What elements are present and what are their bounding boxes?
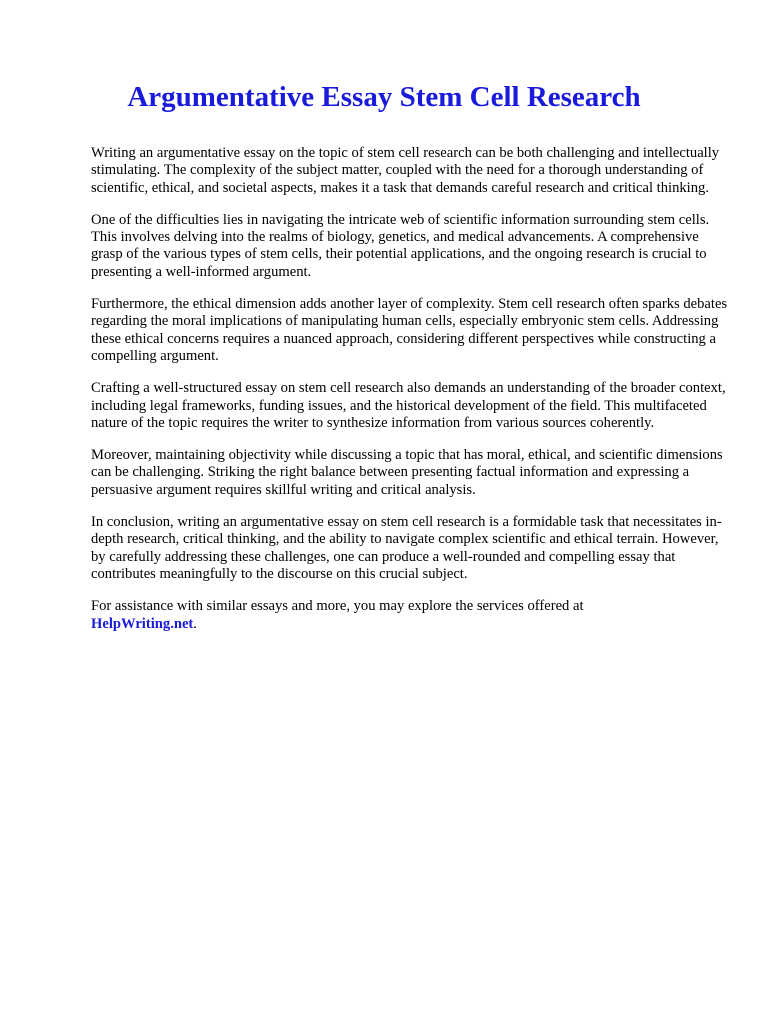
document-title: Argumentative Essay Stem Cell Research xyxy=(127,81,641,113)
paragraph-4: Crafting a well-structured essay on stem cell research also demands an understanding of the broader context, including legal frameworks, funding issues, and the historical development of the field. This multifaceted nature of the topic requires the writer to synthesize information from various sources coherently. xyxy=(91,380,726,431)
document-body xyxy=(91,145,731,648)
paragraph-6: In conclusion, writing an argumentative essay on stem cell research is a formidable task that necessitates in-depth research, critical thinking, and the ability to navigate complex scientific and ethical terrain. However, by carefully addressing these challenges, one can produce a well-rounded and compelling essay that contributes meaningfully to the discourse on this crucial subject. xyxy=(91,514,722,582)
closing-paragraph xyxy=(91,598,731,633)
paragraph-2: One of the difficulties lies in navigating the intricate web of scientific information surrounding stem cells. This involves delving into the realms of biology, genetics, and medical advancements. A comprehensive grasp of the various types of stem cells, their potential applications, and the ongoing research is crucial to presenting a well-informed argument. xyxy=(91,211,710,280)
closing-period: . xyxy=(193,615,197,632)
paragraph-5: Moreover, maintaining objectivity while discussing a topic that has moral, ethical, and scientific dimensions can be challenging. Striking the right balance between presenting factual information and expressing a persuasive argument requires skillful writing and critical analysis. xyxy=(91,447,723,498)
paragraph-1: Writing an argumentative essay on the topic of stem cell research can be both challenging and intellectually stimulating. The complexity of the subject matter, coupled with the need for a thorough understanding of scientific, ethical, and societal aspects, makes it a task that demands careful research and critical thinking. xyxy=(91,145,720,196)
helpwriting-link[interactable]: HelpWriting.net xyxy=(91,615,194,632)
paragraph-3: Furthermore, the ethical dimension adds another layer of complexity. Stem cell research often sparks debates regarding the moral implications of manipulating human cells, especially embryonic stem cells. Addressing these ethical concerns requires a nuanced approach, considering different perspectives while constructing a compelling argument. xyxy=(91,296,728,364)
closing-text: For assistance with similar essays and more, you may explore the services offered at xyxy=(91,598,584,615)
